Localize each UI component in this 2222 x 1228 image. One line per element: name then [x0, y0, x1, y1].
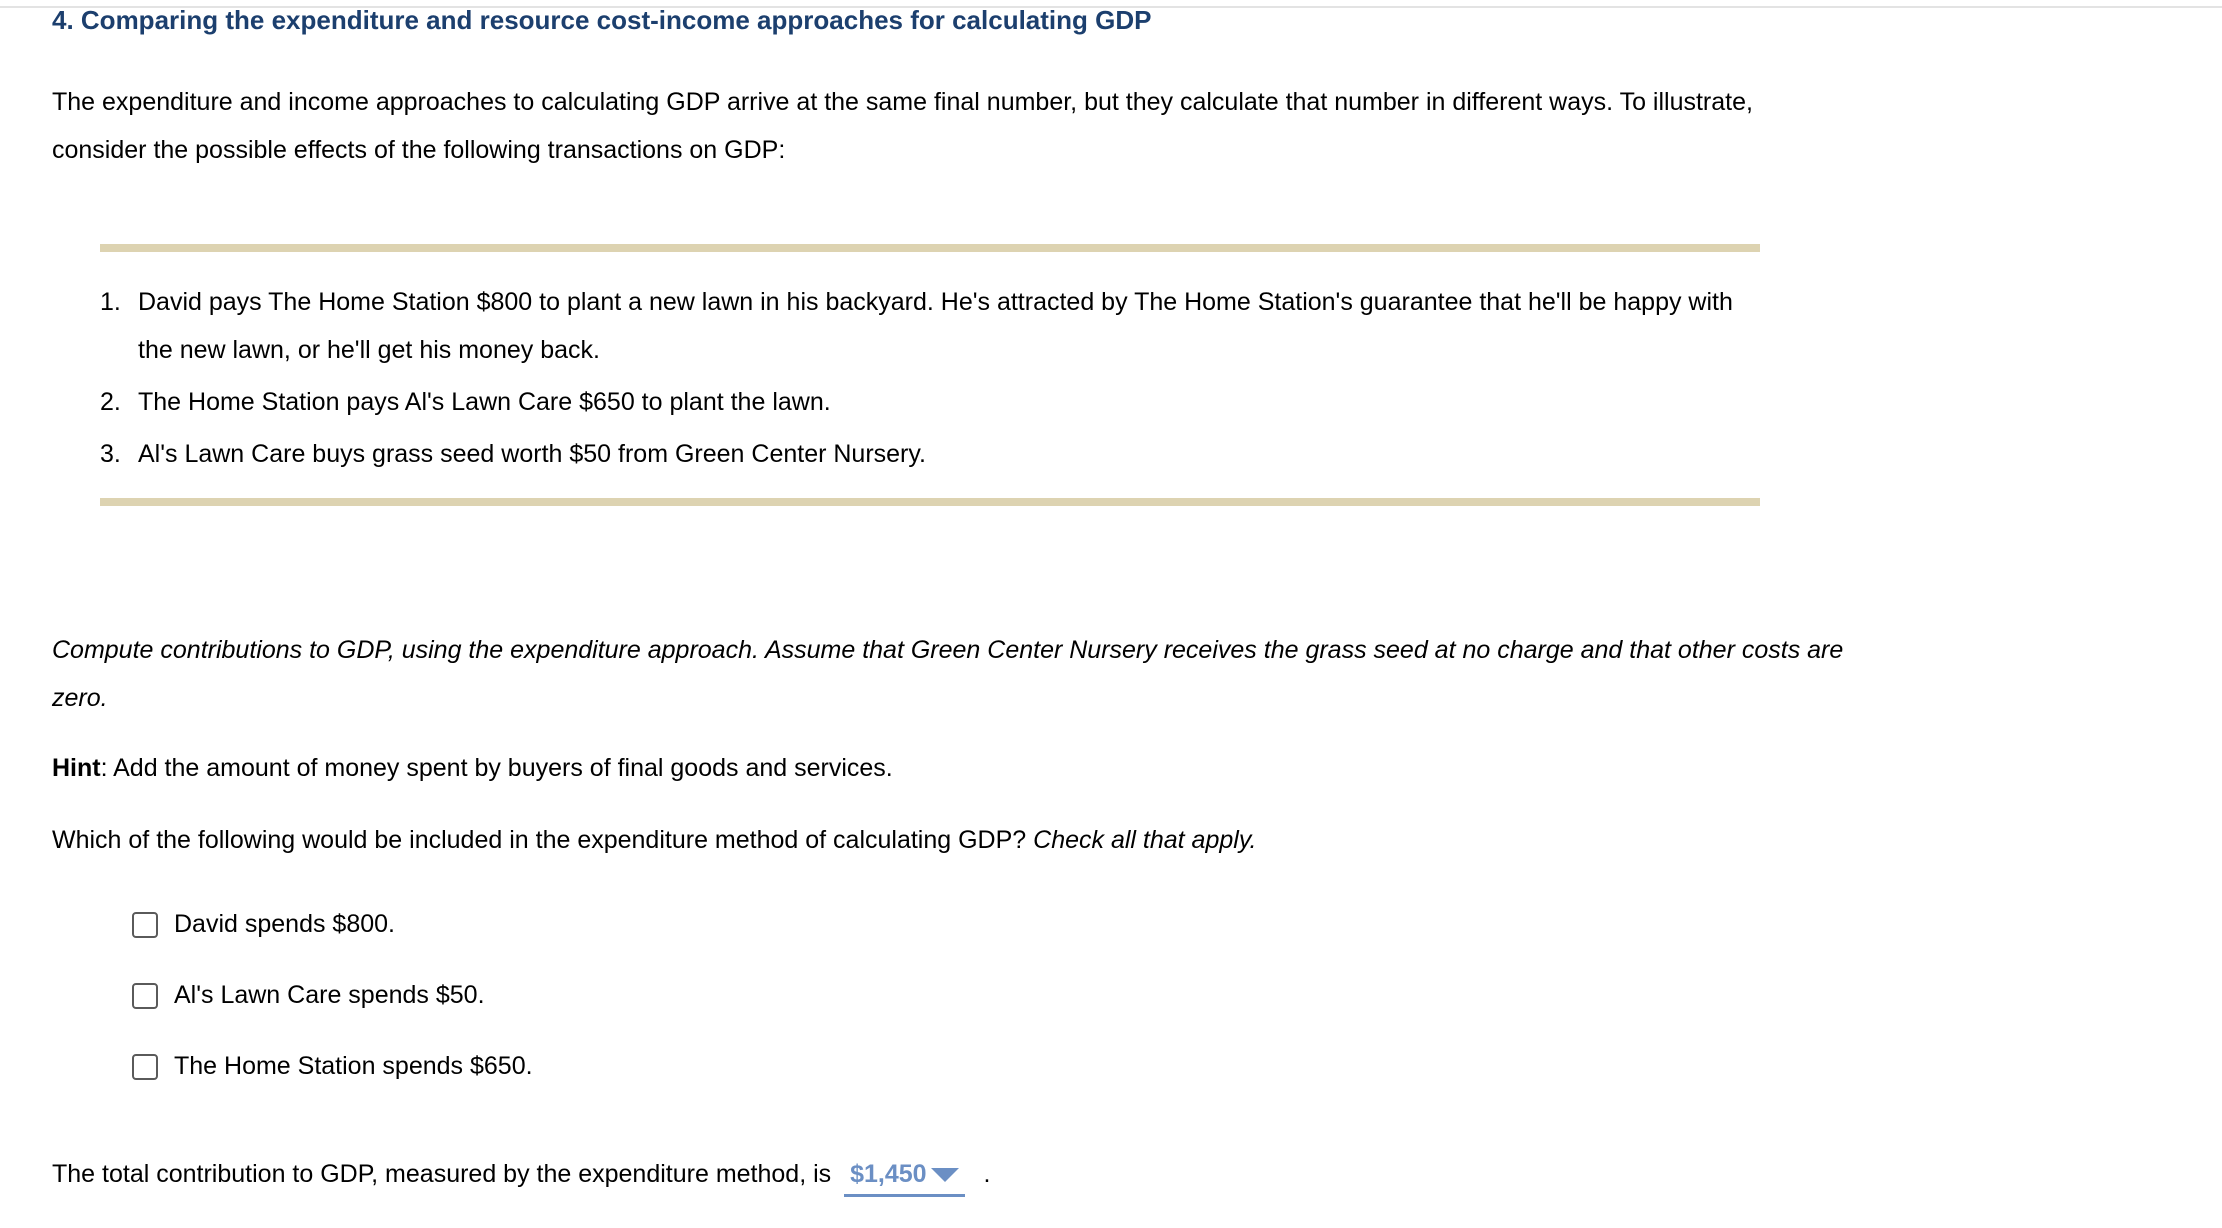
intro-paragraph: The expenditure and income approaches to calculating GDP arrive at the same final number, but they calculate that number in different ways. To illustrate, consider the possible effects of the following transactions on GDP: — [52, 88, 1753, 164]
transaction-text: Al's Lawn Care buys grass seed worth $50 from Green Center Nursery. — [138, 440, 926, 468]
transactions-box — [100, 244, 1760, 506]
problem-title: 4. Comparing the expenditure and resource cost-income approaches for calculating GDP — [52, 5, 1152, 35]
option-label: The Home Station spends $650. — [174, 1052, 533, 1080]
transaction-text: David pays The Home Station $800 to plant a new lawn in his backyard. He's attracted by The Home Station's guarantee that he'll be happy with the new lawn, or he'll get his money back. — [138, 288, 1733, 364]
transaction-number: 3. — [100, 440, 121, 468]
dropdown-selected-value: $1,450 — [850, 1160, 927, 1188]
instruction-paragraph: Compute contributions to GDP, using the expenditure approach. Assume that Green Center Nursery receives the grass seed at no charge and that other costs are zero. — [52, 636, 1844, 712]
transaction-text: The Home Station pays Al's Lawn Care $650 to plant the lawn. — [138, 388, 831, 416]
checkbox[interactable] — [132, 1054, 158, 1080]
option-label: Al's Lawn Care spends $50. — [174, 981, 485, 1009]
answer-sentence — [52, 1150, 990, 1198]
transaction-number: 1. — [100, 288, 121, 316]
checkbox[interactable] — [132, 912, 158, 938]
transaction-number: 2. — [100, 388, 121, 416]
checkbox[interactable] — [132, 983, 158, 1009]
answer-prefix: The total contribution to GDP, measured by the expenditure method, is — [52, 1160, 832, 1188]
question-prompt: Which of the following would be included in the expenditure method of calculating GDP? — [52, 826, 1034, 854]
gdp-total-dropdown[interactable] — [844, 1154, 964, 1197]
option-label: David spends $800. — [174, 910, 395, 938]
answer-suffix: . — [983, 1160, 991, 1188]
chevron-down-icon — [931, 1168, 959, 1182]
hint-line — [52, 744, 893, 792]
hint-label: Hint — [52, 754, 101, 782]
question-emphasis: Check all that apply. — [1033, 826, 1257, 854]
hint-text: : Add the amount of money spent by buyers of final goods and services. — [100, 754, 893, 782]
question-text — [52, 816, 1256, 864]
